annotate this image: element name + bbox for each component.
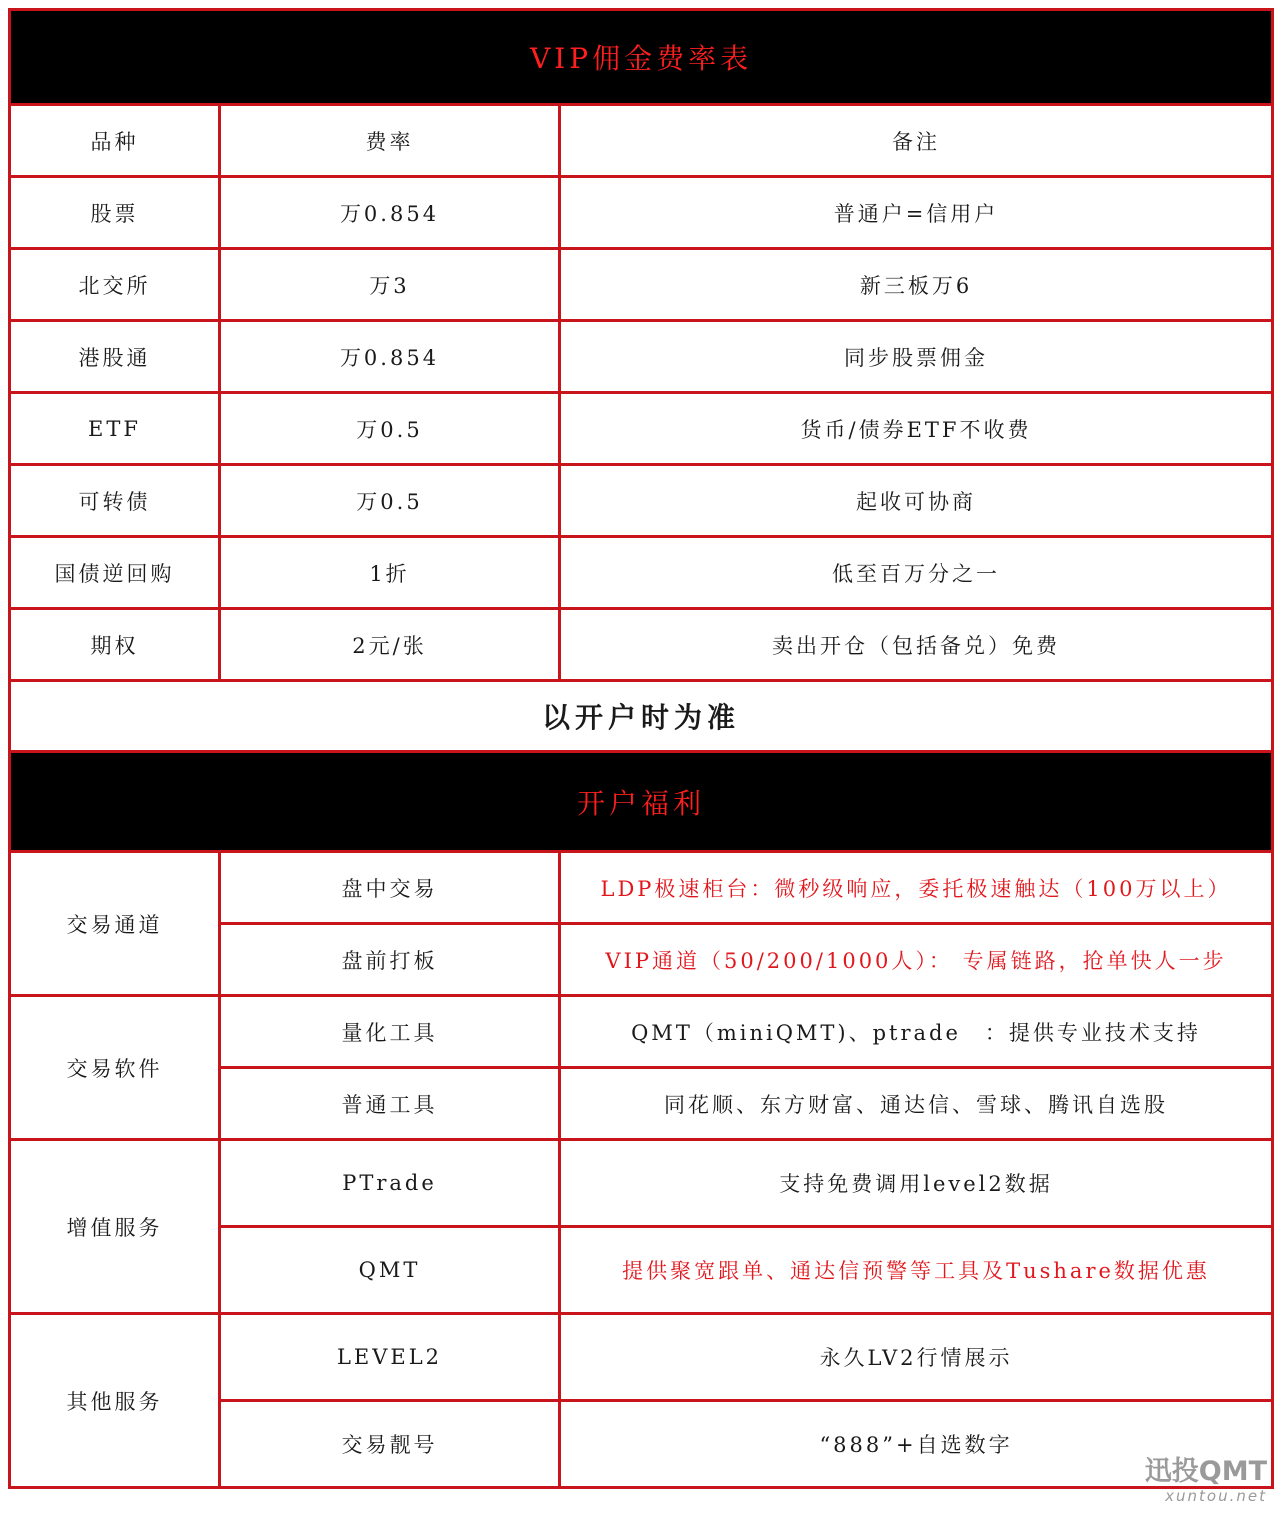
row-rate: 万0.5 [220, 465, 560, 537]
benefit-name: QMT [220, 1227, 560, 1314]
watermark-site: xuntou.net [1165, 1487, 1267, 1505]
row-note: 起收可协商 [560, 465, 1273, 537]
row-note: 新三板万6 [560, 249, 1273, 321]
benefit-desc: 同花顺、东方财富、通达信、雪球、腾讯自选股 [560, 1068, 1273, 1140]
rate-header-row [10, 105, 1273, 177]
row-note: 普通户=信用户 [560, 177, 1273, 249]
table-row [10, 321, 1273, 393]
row-item: ETF [10, 393, 220, 465]
rate-footnote: 以开户时为准 [10, 681, 1273, 752]
rate-table-title: VIP佣金费率表 [10, 10, 1273, 105]
benefit-category: 交易通道 [10, 852, 220, 996]
table-row [10, 465, 1273, 537]
benefit-name: 量化工具 [220, 996, 560, 1068]
benefit-desc: 提供聚宽跟单、通达信预警等工具及Tushare数据优惠 [560, 1227, 1273, 1314]
row-note: 低至百万分之一 [560, 537, 1273, 609]
rate-title-row [10, 10, 1273, 105]
benefit-desc: QMT（miniQMT)、ptrade ：提供专业技术支持 [560, 996, 1273, 1068]
benefit-row [10, 996, 1273, 1068]
benefits-title: 开户福利 [10, 752, 1273, 852]
row-note: 货币/债券ETF不收费 [560, 393, 1273, 465]
benefit-desc: 支持免费调用level2数据 [560, 1140, 1273, 1227]
row-item: 国债逆回购 [10, 537, 220, 609]
header-note: 备注 [560, 105, 1273, 177]
row-item: 北交所 [10, 249, 220, 321]
row-rate: 万3 [220, 249, 560, 321]
watermark [1145, 1457, 1267, 1505]
fee-sheet [8, 8, 1274, 1489]
benefit-desc: 永久LV2行情展示 [560, 1314, 1273, 1401]
watermark-brand: 迅投QMT [1144, 1456, 1267, 1487]
benefit-category: 交易软件 [10, 996, 220, 1140]
row-item: 期权 [10, 609, 220, 681]
benefit-row [10, 1140, 1273, 1227]
benefit-name: PTrade [220, 1140, 560, 1227]
row-note: 卖出开仓（包括备兑）免费 [560, 609, 1273, 681]
benefit-desc: “888”+自选数字 [560, 1401, 1273, 1488]
table-row [10, 393, 1273, 465]
benefit-name: 盘前打板 [220, 924, 560, 996]
table-row [10, 609, 1273, 681]
benefit-name: LEVEL2 [220, 1314, 560, 1401]
header-item: 品种 [10, 105, 220, 177]
table-row [10, 177, 1273, 249]
table-row [10, 249, 1273, 321]
row-rate: 2元/张 [220, 609, 560, 681]
row-rate: 万0.854 [220, 321, 560, 393]
footnote-row [10, 681, 1273, 752]
benefit-desc: LDP极速柜台：微秒级响应，委托极速触达（100万以上） [560, 852, 1273, 924]
row-rate: 1折 [220, 537, 560, 609]
benefit-row [10, 1314, 1273, 1401]
row-item: 股票 [10, 177, 220, 249]
benefit-name: 交易靓号 [220, 1401, 560, 1488]
row-rate: 万0.5 [220, 393, 560, 465]
benefit-row [10, 852, 1273, 924]
benefit-desc: VIP通道（50/200/1000人）： 专属链路，抢单快人一步 [560, 924, 1273, 996]
header-rate: 费率 [220, 105, 560, 177]
benefit-category: 增值服务 [10, 1140, 220, 1314]
row-item: 港股通 [10, 321, 220, 393]
benefits-title-row [10, 752, 1273, 852]
benefit-name: 普通工具 [220, 1068, 560, 1140]
row-item: 可转债 [10, 465, 220, 537]
row-rate: 万0.854 [220, 177, 560, 249]
benefit-name: 盘中交易 [220, 852, 560, 924]
table-row [10, 537, 1273, 609]
benefit-category: 其他服务 [10, 1314, 220, 1488]
row-note: 同步股票佣金 [560, 321, 1273, 393]
